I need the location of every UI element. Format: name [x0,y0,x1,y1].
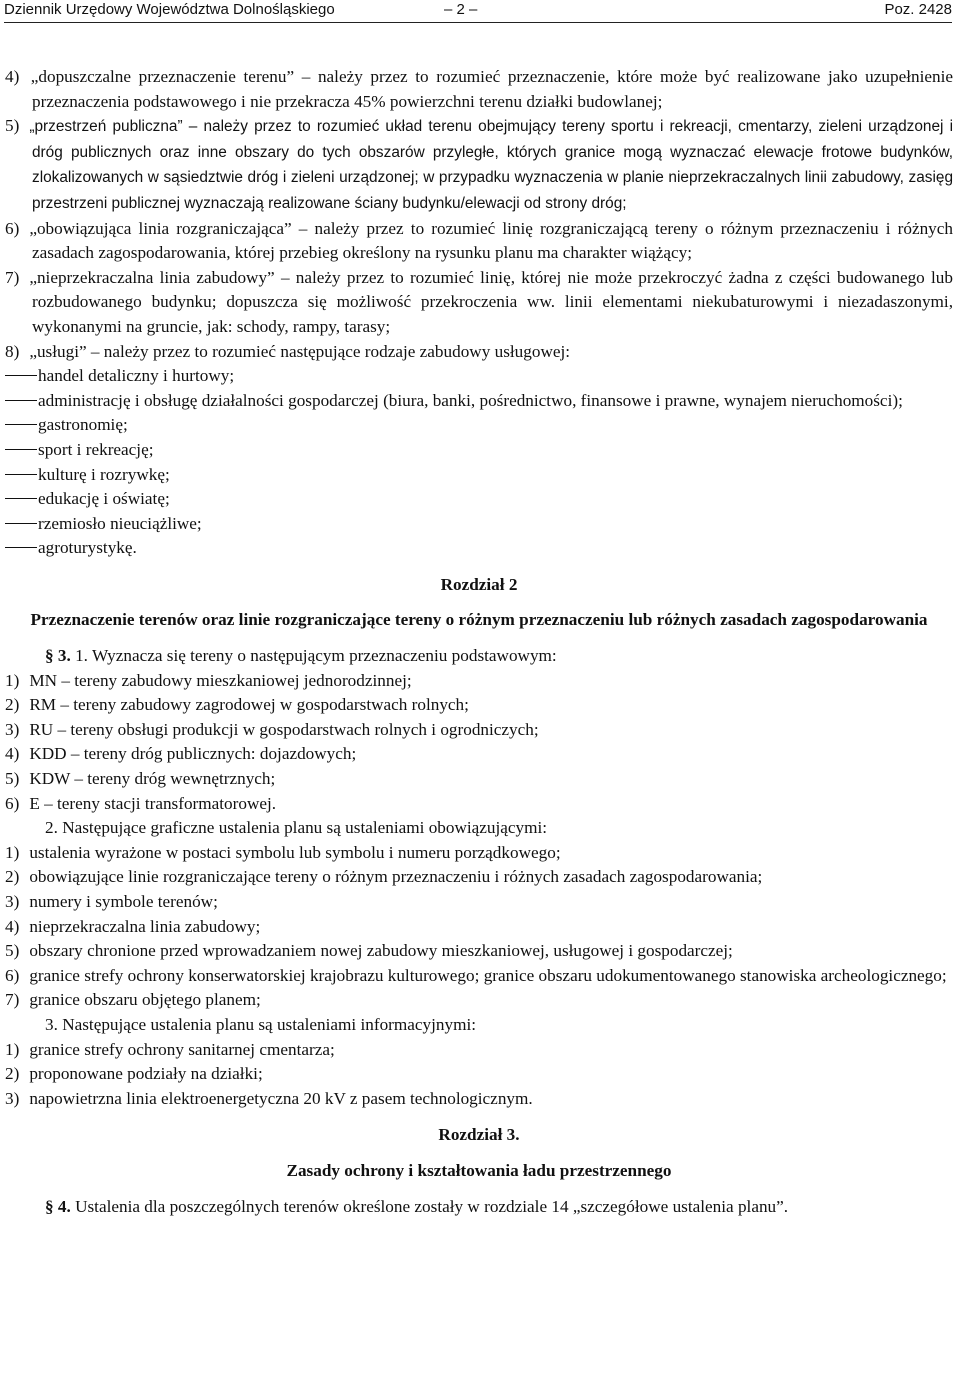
paragraph-3-section-3: 3. Następujące ustalenia planu są ustaleniami informacyjnymi: [45,1014,476,1034]
land-use-item: 3) RU – tereny obsługi produkcji w gospodarstwach rolnych i ogrodniczych; [5,719,539,739]
document-body [5,65,953,1219]
binding-item: 4) nieprzekraczalna linia zabudowy; [5,916,261,936]
binding-item: 5) obszary chronione przed wprowadzaniem nowej zabudowy mieszkaniowej, usługowej i gospodarczej; [5,941,733,961]
definition-item: 5) „przestrzeń publiczna” – należy przez to rozumieć układ terenu obejmujący tereny sportu i rekreacji, cmentarzy, zieleni urządzonej i dróg publicznych oraz inne obszary do tych obszarów przyległe, których granice mogą wyznaczać elewacje frotowe budynków, zlokalizowanych w sąsiedztwie dróg i zieleni urządzonej; w przypadku wyznaczenia w planie nieprzekraczalnych linii zabudowy, zasięg przestrzeni publicznej wyznaczają realizowane ściany budynku/elewacji od strony dróg; [5,116,953,212]
definition-item: 7) „nieprzekraczalna linia zabudowy” – należy przez to rozumieć linię, której nie może przekroczyć żadna z części budowanego lub rozbudowanego budynku; dopuszcza się możliwość przekroczenia ww. linii elementami niekubaturowymi i niezadaszonymi, wykonanymi na gruncie, jak: schody, rampy, tarasy; [5,267,953,336]
dash-marker [5,438,38,463]
chapter-3-title: Rozdział 3. [438,1125,520,1145]
service-item: rzemiosło nieuciążliwe; [5,512,953,537]
informative-item: 3) napowietrzna linia elektroenergetyczna 20 kV z pasem technologicznym. [5,1088,533,1108]
binding-item: 3) numery i symbole terenów; [5,892,218,911]
dash-marker [5,364,38,389]
informative-item: 1) granice strefy ochrony sanitarnej cmentarza; [5,1039,335,1059]
paragraph-4: § 4. Ustalenia dla poszczególnych terenów określone zostały w rozdziale 14 „szczegółowe ustalenia planu”. [45,1196,789,1216]
paragraph-3-section-2: 2. Następujące graficzne ustalenia planu są ustaleniami obowiązującymi: [45,818,548,838]
page-header [4,0,952,23]
binding-item: 6) granice strefy ochrony konserwatorskiej krajobrazu kulturowego; granice obszaru udokumentowanego stanowiska archeologicznego; [5,965,947,985]
definition-item: 6) „obowiązująca linia rozgraniczająca” – należy przez to rozumieć linię rozgraniczającą tereny o różnym przeznaczeniu i różnych zasadach zagospodarowania, której przebieg określony na rysunku planu ma charakter wiążący; [5,218,953,263]
land-use-item: 1) MN – tereny zabudowy mieszkaniowej jednorodzinnej; [5,670,412,690]
land-use-item: 6) E – tereny stacji transformatorowej. [5,793,277,813]
dash-marker [5,463,38,488]
dash-marker [5,487,38,512]
service-item: handel detaliczny i hurtowy; [5,364,953,389]
binding-item: 2) obowiązujące linie rozgraniczające tereny o różnym przeznaczeniu i różnych zasadach zagospodarowania; [5,867,763,887]
service-item: administrację i obsługę działalności gospodarczej (biura, banki, pośrednictwo, finansowe i prawne, wynajem nieruchomości); [5,389,953,414]
land-use-item: 5) KDW – tereny dróg wewnętrznych; [5,769,276,789]
definition-item: 4) „dopuszczalne przeznaczenie terenu” – należy przez to rozumieć przeznaczenie, które może być realizowane jako uzupełnienie przeznaczenia podstawowego i nie przekracza 45% powierzchni terenu działki budowlanej; [5,67,953,111]
binding-item: 1) ustalenia wyrażone w postaci symbolu lub symbolu i numeru porządkowego; [5,842,561,862]
paragraph-3-intro: § 3. 1. Wyznacza się tereny o następującym przeznaczeniu podstawowym: [45,646,557,666]
dash-marker [5,512,38,537]
service-item: edukację i oświatę; [5,487,953,512]
service-item: kulturę i rozrywkę; [5,463,953,488]
land-use-item: 4) KDD – tereny dróg publicznych: dojazdowych; [5,744,357,764]
chapter-2-subtitle: Przeznaczenie terenów oraz linie rozgraniczające tereny o różnym przeznaczeniu lub różnych zasadach zagospodarowania [30,610,928,630]
service-item: gastronomię; [5,413,953,438]
dash-marker [5,389,38,414]
chapter-3-subtitle: Zasady ochrony i kształtowania ładu przestrzennego [286,1160,672,1180]
land-use-item: 2) RM – tereny zabudowy zagrodowej w gospodarstwach rolnych; [5,695,469,715]
binding-item: 7) granice obszaru objętego planem; [5,990,261,1010]
journal-title: Dziennik Urzędowy Województwa Dolnośląskiego [4,1,335,18]
service-item: sport i rekreację; [5,438,953,463]
informative-item: 2) proponowane podziały na działki; [5,1064,263,1084]
dash-marker [5,536,38,561]
chapter-2-title: Rozdział 2 [440,574,518,594]
service-item: agroturystykę. [5,536,953,561]
definition-item: 8) „usługi” – należy przez to rozumieć następujące rodzaje zabudowy usługowej: [5,341,571,361]
page-number: – 2 – [444,1,478,18]
dash-marker [5,413,38,438]
position-number: Poz. 2428 [884,1,952,18]
